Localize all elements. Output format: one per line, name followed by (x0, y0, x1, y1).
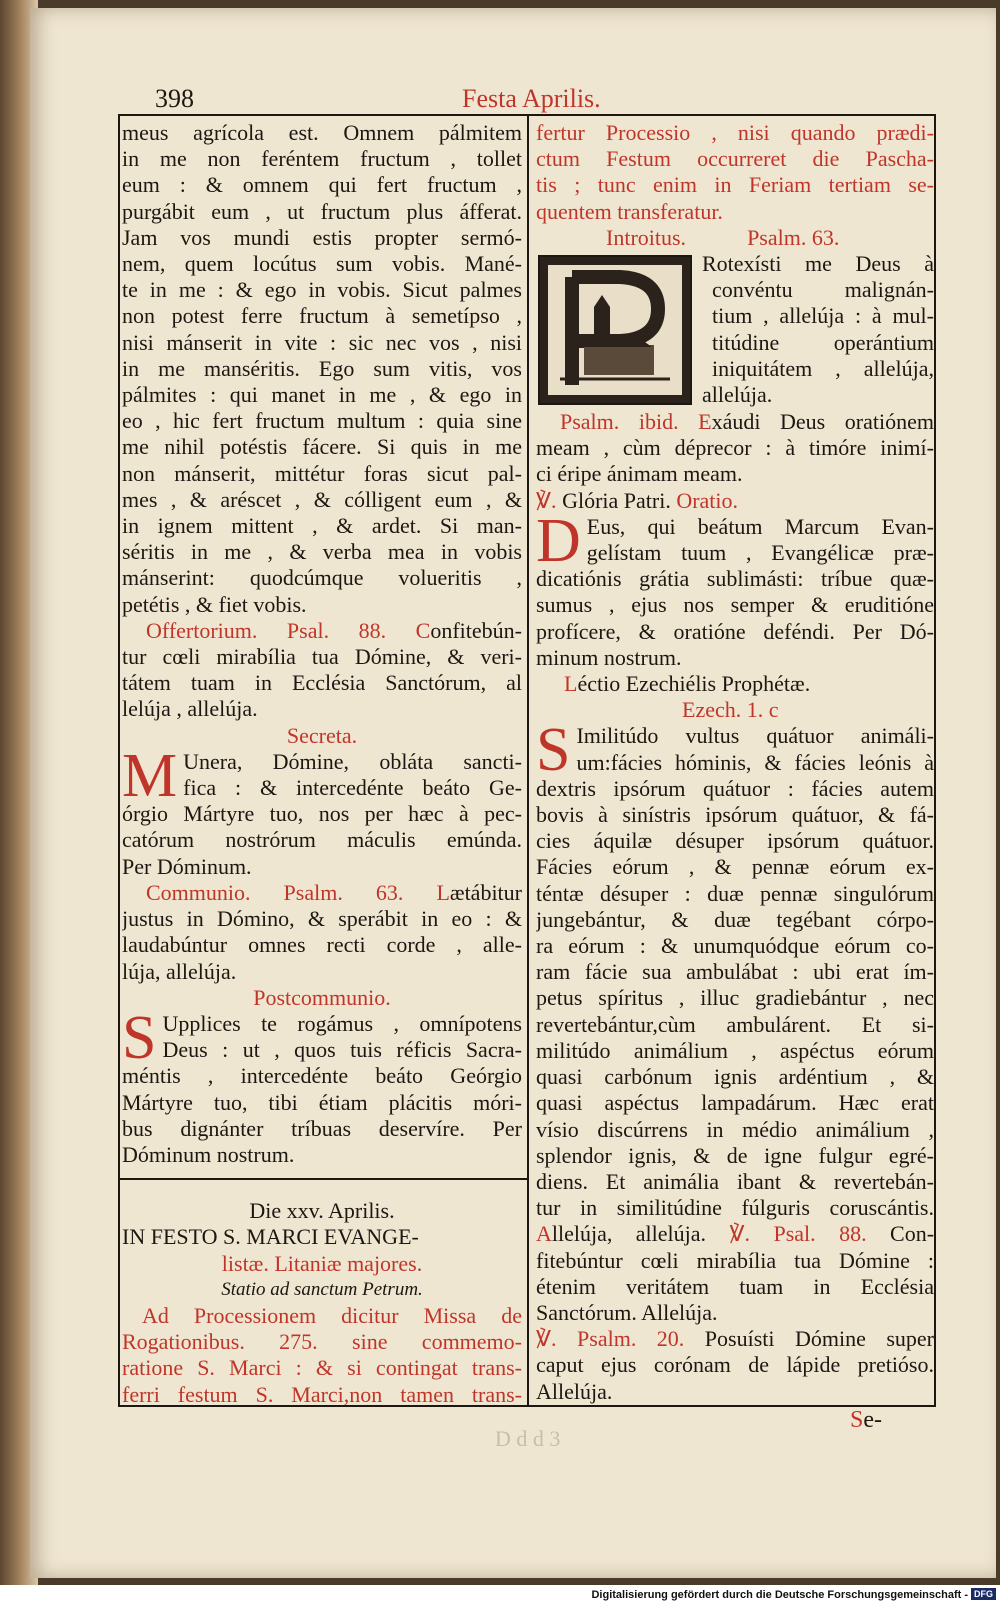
alleluia-text: llelúja, allelúja. (551, 1221, 707, 1247)
footer-credit: Digitalisierung gefördert durch die Deutsche Forschungsgemeinschaft - (591, 1589, 968, 1601)
text-line: mánserint: quodcúmque volueritis , (122, 565, 522, 591)
dfg-logo-icon: DFG (971, 1588, 996, 1600)
text-line: revertebántur,cùm ambulárent. Et si- (536, 1011, 934, 1037)
text-line: Mártyre tuo, tibi étiam plácitis móri- (122, 1089, 522, 1115)
column-divider (527, 114, 529, 1407)
signature-mark: D d d 3 (495, 1426, 561, 1451)
text-line: militúdo animálium , aspéctus eórum (536, 1037, 934, 1063)
feast-date: Die xxv. Aprilis. (249, 1198, 395, 1224)
text-line: pálmites : qui manet in me , & ego in (122, 382, 522, 408)
gloria-line (536, 488, 934, 514)
text-line: onfitebún- (430, 617, 522, 643)
text-line: Eus, qui beátum Marcum Evan- (586, 513, 934, 539)
text-line: tium , allelúja : à mul- (712, 303, 934, 329)
catchword-rest: e- (863, 1407, 883, 1433)
feast-title: IN FESTO S. MARCI EVANGE- (122, 1224, 419, 1250)
text-line: titúdine operántium (712, 329, 934, 355)
procession-rubric (122, 1303, 522, 1408)
introit-psalm: Psalm. 63. (747, 224, 840, 250)
text-line: ci éripe ánimam meam. (536, 461, 743, 487)
text-line: tátem tuam in Ecclésia Sanctórum, al (122, 670, 522, 696)
lectio-title (536, 671, 934, 697)
text-line: Rotexísti me Deus à (702, 251, 934, 277)
gloria-text: Glória Patri. (562, 487, 671, 513)
text-line: splendor ignis, & de igne fulgur egré- (536, 1142, 934, 1168)
text-line: sumus , ejus nos semper & eruditióne (536, 592, 934, 618)
text-line: ætábitur (449, 879, 522, 905)
drop-cap-m: M (122, 741, 178, 810)
text-line: laudabúntur omnes recti corde , alle- (122, 932, 522, 958)
text-line: fica : & intercedénte beáto Ge- (183, 775, 522, 801)
text-line: séritis in me , & verba mea in vobis (122, 539, 522, 565)
final-versicle: ℣. Psalm. 20. (536, 1326, 685, 1352)
text-line: Dóminum nostrum. (122, 1141, 295, 1167)
psalm-label: Psalm. ibid. (560, 409, 679, 435)
text-line: étenim veritátem tuam in Ecclésia (536, 1273, 934, 1299)
text-line: non potest ferre fructum à semetípso , (122, 303, 522, 329)
text-line: non mánserit, mittétur foras sicut pal- (122, 460, 522, 486)
catchword-initial: S (850, 1407, 864, 1433)
text-line: tis ; tunc enim in Feriam tertiam se- (536, 172, 934, 198)
alleluia (536, 1221, 934, 1326)
running-title: Festa Aprilis. (462, 84, 601, 113)
text-line: Posuísti Dómine super (704, 1326, 934, 1352)
text-line: in me manséritis. Ego sum vitis, vos (122, 355, 522, 381)
text-line: meam , cùm déprecor : à timóre inimí- (536, 435, 934, 461)
text-line: petétis , & fiet vobis. (122, 591, 307, 617)
alleluia-initial: A (536, 1221, 552, 1247)
alleluia-psalm: ℣. Psal. 88. (729, 1221, 867, 1247)
text-line: órgio Mártyre tuo, nos per hæc à pec- (122, 801, 522, 827)
text-line: jungebántur, & duæ tegébant córpo- (536, 906, 934, 932)
text-line: ram fácie sua ambulábat : ubi erat ím- (536, 959, 934, 985)
text-line: ferri festum S. Marci,non tamen trans- (122, 1381, 522, 1407)
communio-initial: L (436, 879, 450, 905)
text-line: eo , hic fert fructum multum : quia sine (122, 408, 522, 434)
offertory-label: Offertorium. Psal. 88. (146, 617, 387, 643)
introit-heading (536, 225, 934, 251)
text-line: te in me : & ego in vobis. Sicut palmes (122, 277, 522, 303)
page-number: 398 (155, 84, 194, 113)
text-line: diens. Et animália ibant & revertebán- (536, 1168, 934, 1194)
text-line: tur cœli mirabília tua Dómine, & veri- (122, 644, 522, 670)
text-line: allelúja. (702, 382, 773, 408)
text-line: lúja, allelúja. (122, 958, 237, 984)
text-line: meus agrícola est. Omnem pálmitem (122, 120, 522, 145)
text-line: Ad Processionem dicitur Missa de (142, 1302, 522, 1328)
lectio-initial: L (564, 671, 578, 697)
lectio-title-text: éctio Ezechiélis Prophétæ. (577, 671, 811, 697)
text-line: profícere, & oratióne deféndi. Per Dó- (536, 618, 934, 644)
text-line: ra eórum : & unumquódque eórum co- (536, 933, 934, 959)
village-illustration-icon (550, 267, 680, 393)
woodcut-initial-p (538, 255, 692, 405)
offertory-initial: C (415, 617, 431, 643)
text-line: convéntu malignán- (712, 277, 934, 303)
text-line: cies áquilæ désuper ipsórum quátuor. (536, 828, 934, 854)
text-line: iniquitátem , allelúja, (712, 355, 934, 381)
postcommunio (122, 1003, 522, 1168)
oratio-label: Oratio. (676, 487, 739, 513)
text-line: catórum nostrórum máculis emúnda. (122, 827, 522, 853)
text-line: lelúja , allelúja. (122, 696, 258, 722)
procession-rubric-continued (536, 120, 934, 225)
text-line: ratione S. Marci : & si contingat trans- (122, 1355, 522, 1381)
right-border (934, 114, 936, 1407)
introit-psalm-verse (536, 409, 934, 488)
text-line: quentem transferatur. (536, 198, 723, 224)
text-line: Allelúja. (536, 1378, 613, 1404)
text-line: minum nostrum. (536, 644, 682, 670)
alleluia-tail: Con- (890, 1221, 934, 1247)
versicle-icon: ℣. (536, 487, 557, 513)
text-line: fitebúntur cœli mirabília tua Dómine : (536, 1247, 934, 1273)
text-line: Rogationibus. 275. sine commemo- (122, 1329, 522, 1355)
right-column (536, 120, 934, 1405)
text-line: Jam vos mundi estis propter sermó- (122, 224, 522, 250)
text-line: Deus : ut , quos tuis réficis Sacra- (162, 1037, 522, 1063)
text-line: bus dignánter tríbuas deservíre. Per (122, 1115, 522, 1141)
text-line: nem, quem locútus sum vobis. Mané- (122, 251, 522, 277)
text-line: xáudi Deus oratiónem (711, 409, 934, 435)
text-line: bovis à sinístris ipsórum quátuor, & fá- (536, 802, 934, 828)
text-line: caput ejus corónam de lápide pretióso. (536, 1352, 934, 1378)
text-line: eum : & omnem qui fert fructum , (122, 172, 522, 198)
text-line: Sanctórum. Allelúja. (536, 1299, 718, 1325)
text-line: me nihil potéstis fácere. Si quis in me (122, 434, 522, 460)
communio-label: Communio. Psalm. 63. (146, 879, 404, 905)
text-line: mes , & aréscet , & cólligent eum , & (122, 486, 522, 512)
text-line: nisi mánserit in vite : sic nec vos , nisi (122, 329, 522, 355)
text-line: quasi aspéctus lampadárum. Hæc erat (536, 1090, 934, 1116)
text-line: Imilitúdo vultus quátuor animáli- (576, 723, 934, 749)
secreta (122, 741, 522, 880)
text-line: in ignem mittent , & ardet. Si man- (122, 513, 522, 539)
drop-cap-s: S (122, 1003, 157, 1072)
final-verse (536, 1326, 934, 1405)
left-column (122, 120, 522, 1408)
text-line: ctum Festum occurreret die Pascha- (536, 146, 934, 172)
text-line: fertur Processio , nisi quando prædi- (536, 120, 934, 145)
text-line: um:fácies hóminis, & fácies leónis à (576, 749, 934, 775)
introit (536, 251, 934, 408)
footer-bar (0, 1585, 1000, 1605)
text-line: Upplices te rogámus , omnípotens (162, 1010, 522, 1036)
statio: Statio ad sanctum Petrum. (221, 1278, 423, 1300)
communio (122, 880, 522, 985)
text-line: Fácies eórum , & pennæ eórum ex- (536, 854, 934, 880)
catchword (850, 1407, 882, 1434)
drop-cap-s: S (536, 716, 571, 785)
introit-label: Introitus. (606, 224, 687, 250)
text-line: tur in similitúdine fúlguris coruscántis. (536, 1195, 934, 1221)
text-line: téntæ désuper : duæ pennæ singulórum (536, 880, 934, 906)
text-line: dicatiónis grátia sublimásti: tríbue quæ- (536, 566, 934, 592)
psalm-initial: E (698, 409, 712, 435)
lectio-reference: Ezech. 1. c (682, 697, 779, 723)
secreta-title: Secreta. (286, 722, 358, 748)
gospel-text (122, 120, 522, 618)
left-border (118, 114, 120, 1407)
text-line: in me non feréntem fructum , tollet (122, 146, 522, 172)
text-line: gelístam tuum , Evangélicæ præ- (586, 540, 934, 566)
text-line: petus spíritus , illuc gradiebántur , nec (536, 985, 934, 1011)
drop-cap-d: D (536, 506, 581, 575)
oratio (536, 506, 934, 671)
text-line: Per Dóminum. (122, 853, 252, 879)
feast-subtitle: listæ. Litaniæ majores. (221, 1250, 423, 1276)
text-line: Unera, Dómine, obláta sancti- (183, 748, 522, 774)
text-line: quasi carbónum ignis ardéntium , & (536, 1064, 934, 1090)
text-line: purgábit eum , ut fructum plus áfferat. (122, 198, 522, 224)
offertory (122, 618, 522, 723)
lectio (536, 716, 934, 1221)
text-line: méntis , intercedénte beáto Geórgio (122, 1063, 522, 1089)
text-line: dextris ipsórum quátuor : fácies autem (536, 775, 934, 801)
text-line: vísio discúrrens in médio animálium , (536, 1116, 934, 1142)
postcommunio-title: Postcommunio. (253, 984, 391, 1010)
text-line: justus in Dómino, & sperábit in eo : & (122, 906, 522, 932)
